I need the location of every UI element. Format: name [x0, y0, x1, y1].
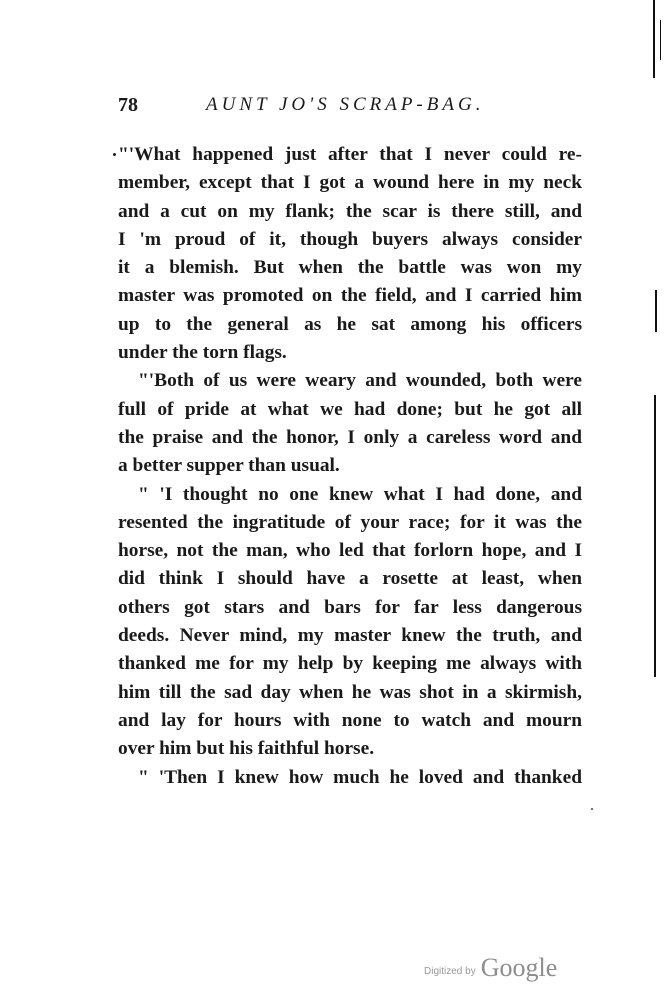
- text-line: a better supper than usual.: [118, 455, 340, 477]
- stray-ink-mark: [591, 808, 593, 810]
- watermark-prefix: Digitized by: [424, 966, 476, 977]
- text-line: him till the sad day when he was shot in a skirmish,: [118, 681, 582, 703]
- book-title: AUNT JO'S SCRAP-BAG.: [206, 94, 485, 115]
- text-line: master was promoted on the field, and I carried him: [118, 285, 582, 307]
- text-line: resented the ingratitude of your race; for it was the: [118, 511, 582, 533]
- text-line: over him but his faithful horse.: [118, 738, 375, 760]
- text-line: and a cut on my flank; the scar is there still, and: [118, 200, 582, 222]
- scan-edge-mark: [654, 395, 656, 677]
- text-line: member, except that I got a wound here in my neck: [118, 172, 582, 194]
- text-line: others got stars and bars for far less dangerous: [118, 596, 582, 618]
- text-line: " 'Then I knew how much he loved and thanked: [138, 766, 582, 788]
- text-line: it a blemish. But when the battle was won my: [118, 257, 582, 279]
- text-line: thanked me for my help by keeping me always with: [118, 653, 582, 675]
- page-number: 78: [118, 94, 138, 116]
- text-line: and lay for hours with none to watch and mourn: [118, 709, 582, 731]
- text-line: horse, not the man, who led that forlorn hope, and I: [118, 540, 582, 562]
- text-line: under the torn flags.: [118, 342, 287, 364]
- stray-ink-mark: [113, 153, 116, 156]
- text-line: "'What happened just after that I never could re-: [118, 144, 582, 165]
- text-line: I 'm proud of it, though buyers always consider: [118, 228, 582, 250]
- body-text: [118, 141, 582, 792]
- text-line: up to the general as he sat among his officers: [118, 313, 582, 335]
- text-line: " 'I thought no one knew what I had done, and: [138, 483, 582, 505]
- scan-edge-mark: [655, 290, 657, 332]
- scan-edge-mark: [660, 20, 661, 60]
- text-line: the praise and the honor, I only a careless word and: [118, 426, 582, 448]
- scan-edge-mark: [653, 0, 655, 78]
- text-line: "'Both of us were weary and wounded, both were: [138, 370, 582, 392]
- google-logo: Google: [480, 953, 558, 982]
- digitized-watermark: [424, 952, 557, 982]
- running-head: [118, 94, 588, 124]
- text-line: full of pride at what we had done; but he got all: [118, 398, 582, 420]
- text-line: deeds. Never mind, my master knew the truth, and: [118, 625, 582, 647]
- text-line: did think I should have a rosette at least, when: [118, 568, 582, 590]
